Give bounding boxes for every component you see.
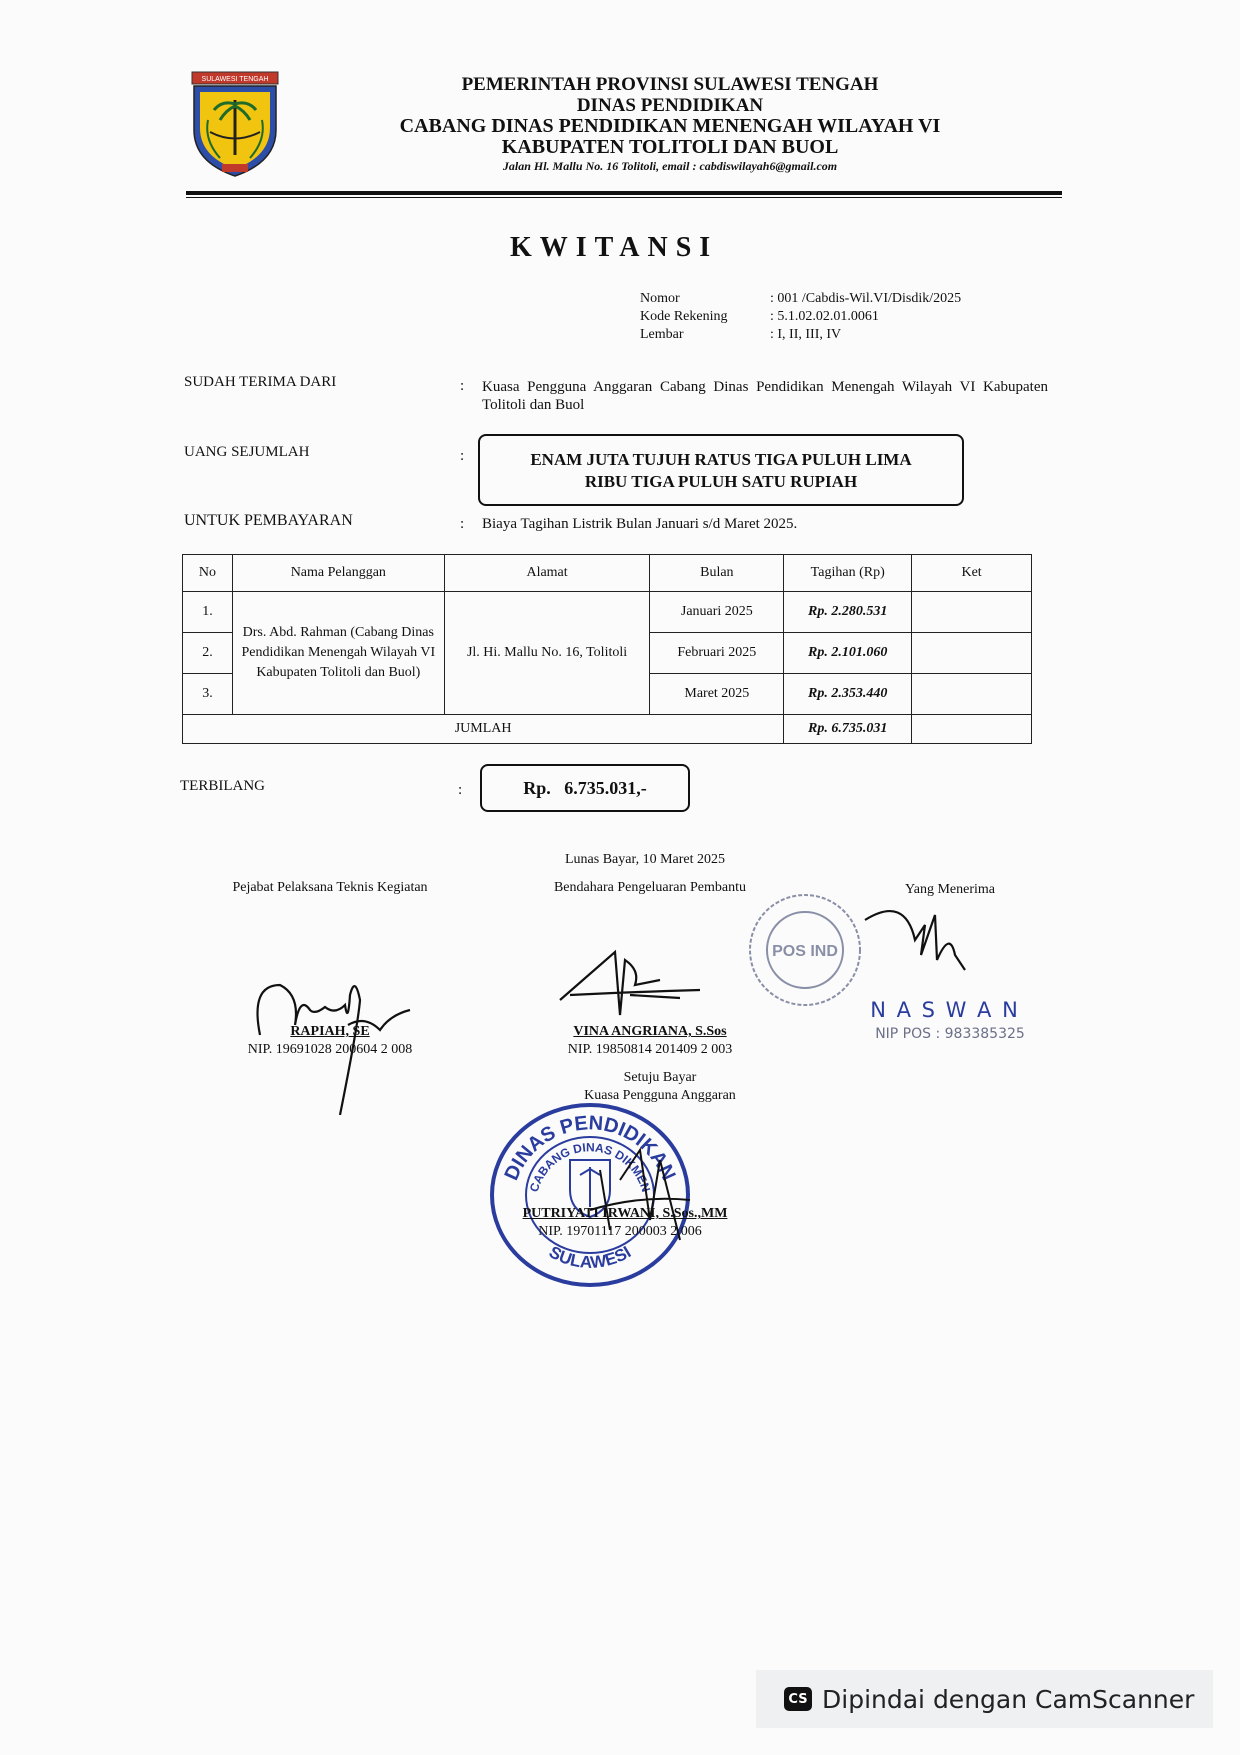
- terbilang-value: Rp. 6.735.031,-: [523, 777, 647, 798]
- letterhead-line1: PEMERINTAH PROVINSI SULAWESI TENGAH: [461, 74, 879, 95]
- terima-colon: :: [460, 378, 465, 394]
- jumlah-value: Rp. 6.735.031: [784, 715, 912, 744]
- row-tagihan: Rp. 2.101.060: [784, 633, 912, 674]
- approve-line1: Setuju Bayar: [623, 1070, 697, 1085]
- row-tagihan: Rp. 2.353.440: [784, 674, 912, 715]
- right-signature: [855, 900, 985, 990]
- terima-value: Kuasa Pengguna Anggaran Cabang Dinas Pendidikan Menengah Wilayah VI Kabupaten Tolitoli dan Buol: [482, 379, 1048, 413]
- camscanner-watermark: [756, 1670, 1213, 1728]
- letterhead-line4: KABUPATEN TOLITOLI DAN BUOL: [501, 136, 839, 158]
- amount-words-line2: RIBU TIGA PULUH SATU RUPIAH: [584, 472, 858, 491]
- left-signer-name-wrap: [250, 1024, 410, 1040]
- mid-signer-title: Bendahara Pengeluaran Pembantu: [553, 880, 747, 895]
- approve-name-wrap: [505, 1206, 745, 1222]
- table-row: [183, 592, 1032, 633]
- pos-stamp: [745, 890, 865, 1010]
- payment-date: Lunas Bayar, 10 Maret 2025: [564, 852, 725, 867]
- mid-signer-name: VINA ANGRIANA, S.Sos: [573, 1024, 727, 1039]
- row-ket: [912, 674, 1032, 715]
- camscanner-text: Dipindai dengan CamScanner: [822, 1684, 1195, 1714]
- stamp-top-text: DINAS PENDIDIKAN: [500, 1112, 680, 1184]
- header-nama: Nama Pelanggan: [232, 555, 444, 592]
- row-tagihan: Rp. 2.280.531: [784, 592, 912, 633]
- province-logo: [190, 70, 280, 180]
- row-bulan: Maret 2025: [650, 674, 784, 715]
- header-bulan: Bulan: [650, 555, 784, 592]
- table-total-row: [183, 715, 1032, 744]
- terbilang-box: [480, 764, 690, 812]
- row-bulan: Januari 2025: [650, 592, 784, 633]
- lembar-label: Lembar: [640, 327, 684, 342]
- header-rule-thick: [186, 191, 1062, 195]
- pos-stamp-text: POS IND: [772, 943, 838, 960]
- header-ket: Ket: [912, 555, 1032, 592]
- billing-table: [182, 554, 1032, 744]
- right-signer-nip: NIP POS : 983385325: [875, 1026, 1025, 1042]
- letterhead: [360, 74, 980, 174]
- customer-name: Drs. Abd. Rahman (Cabang Dinas Pendidikan Menengah Wilayah VI Kabupaten Tolitoli dan Buol): [232, 592, 444, 715]
- nomor-value: : 001 /Cabdis-Wil.VI/Disdik/2025: [770, 291, 962, 306]
- untuk-value: Biaya Tagihan Listrik Bulan Januari s/d Maret 2025.: [482, 516, 798, 532]
- amount-words-box: [478, 434, 964, 506]
- letterhead-line3: CABANG DINAS PENDIDIKAN MENENGAH WILAYAH VI: [399, 115, 941, 137]
- left-signer-name: RAPIAH, SE: [290, 1024, 370, 1039]
- nomor-label: Nomor: [640, 291, 680, 306]
- kode-rekening-value: : 5.1.02.02.01.0061: [770, 309, 879, 324]
- header-no: No: [183, 555, 233, 592]
- row-bulan: Februari 2025: [650, 633, 784, 674]
- logo-banner-text: SULAWESI TENGAH: [201, 76, 269, 83]
- camscanner-icon: CS: [784, 1687, 812, 1711]
- jumlah-label: JUMLAH: [183, 715, 784, 744]
- untuk-label: UNTUK PEMBAYARAN: [184, 512, 353, 529]
- uang-label: UANG SEJUMLAH: [184, 444, 310, 460]
- approve-nip: NIP. 19701117 200003 2 006: [538, 1224, 702, 1239]
- terima-label: SUDAH TERIMA DARI: [184, 374, 337, 390]
- header-rule-thin: [186, 197, 1062, 198]
- amount-words-line1: ENAM JUTA TUJUH RATUS TIGA PULUH LIMA: [530, 450, 912, 469]
- table-header-row: [183, 555, 1032, 592]
- row-ket: [912, 592, 1032, 633]
- left-signer-title: Pejabat Pelaksana Teknis Kegiatan: [232, 880, 428, 895]
- right-signer-name: N A S W A N: [870, 998, 1020, 1022]
- header-alamat: Alamat: [444, 555, 650, 592]
- approve-line2: Kuasa Pengguna Anggaran: [584, 1088, 736, 1103]
- jumlah-ket: [912, 715, 1032, 744]
- mid-signer-name-wrap: [555, 1024, 745, 1040]
- right-signer-title: Yang Menerima: [905, 882, 995, 897]
- approve-name: PUTRIYATI IRWANI, S.Sos.,MM: [522, 1206, 728, 1221]
- row-no: 1.: [183, 592, 233, 633]
- receipt-meta: [640, 290, 961, 344]
- kode-rekening-label: Kode Rekening: [640, 309, 728, 324]
- letterhead-address: Jalan Hl. Mallu No. 16 Tolitoli, email : cabdiswilayah6@gmail.com: [502, 159, 838, 173]
- document-title: KWITANSI: [510, 232, 719, 263]
- header-tagihan: Tagihan (Rp): [784, 555, 912, 592]
- customer-address: Jl. Hi. Mallu No. 16, Tolitoli: [444, 592, 650, 715]
- row-no: 2.: [183, 633, 233, 674]
- mid-signer-nip: NIP. 19850814 201409 2 003: [567, 1042, 733, 1057]
- lembar-value: : I, II, III, IV: [770, 327, 842, 342]
- row-ket: [912, 633, 1032, 674]
- mid-signature: [550, 940, 710, 1030]
- left-signer-nip: NIP. 19691028 200604 2 008: [247, 1042, 413, 1057]
- terbilang-label: TERBILANG: [180, 778, 265, 794]
- stamp-inner-text: CABANG DINAS DIKMEN: [526, 1140, 654, 1194]
- untuk-colon: :: [460, 516, 465, 532]
- terbilang-colon: :: [458, 782, 463, 798]
- uang-colon: :: [460, 448, 465, 464]
- stamp-bottom-text: SULAWESI: [545, 1242, 635, 1273]
- row-no: 3.: [183, 674, 233, 715]
- letterhead-line2: DINAS PENDIDIKAN: [576, 95, 764, 116]
